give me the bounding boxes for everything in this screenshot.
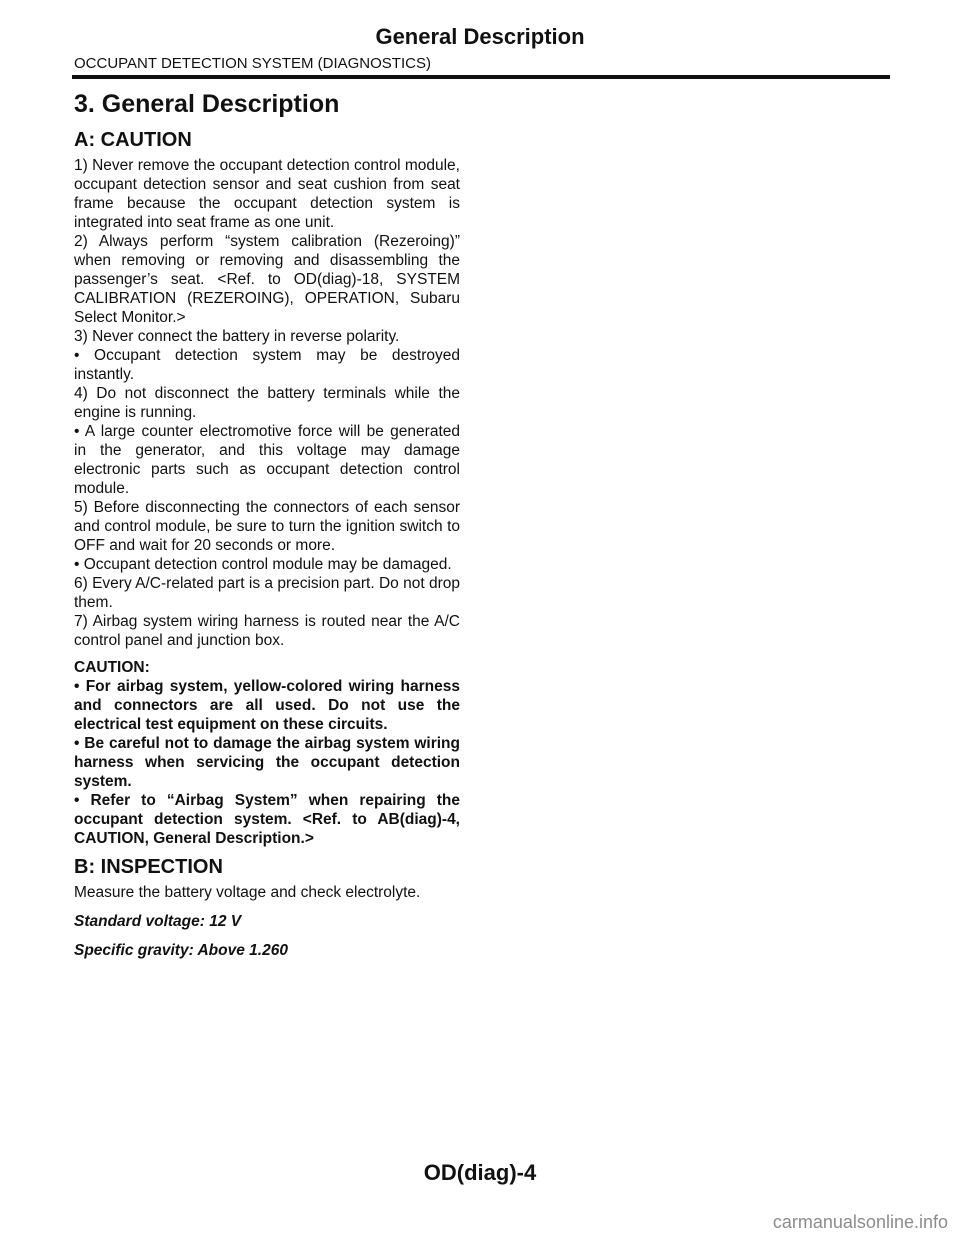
caution-item-3-note: • Occupant detection system may be destroyed instantly. [74, 347, 460, 383]
standard-voltage: Standard voltage: 12 V [74, 913, 242, 930]
caution-item-5-note: • Occupant detection control module may be damaged. [74, 556, 452, 573]
specific-gravity: Specific gravity: Above 1.260 [74, 942, 288, 959]
caution-item-6: 6) Every A/C-related part is a precision part. Do not drop them. [74, 575, 460, 611]
caution-label: CAUTION: [74, 659, 150, 676]
inspection-heading: B: INSPECTION [74, 856, 223, 878]
page-number: OD(diag)-4 [423, 1160, 537, 1185]
page-header-subtitle: OCCUPANT DETECTION SYSTEM (DIAGNOSTICS) [74, 55, 431, 72]
content-column [74, 84, 460, 960]
caution-item-4: 4) Do not disconnect the battery terminals while the engine is running. [74, 385, 460, 421]
caution-item-5: 5) Before disconnecting the connectors of each sensor and control module, be sure to turn the ignition switch to OFF and wait for 20 seconds or more. [74, 499, 460, 554]
caution-item-7: 7) Airbag system wiring harness is routed near the A/C control panel and junction box. [74, 613, 460, 649]
caution-item-4-note: • A large counter electromotive force will be generated in the generator, and this voltage may damage electronic parts such as occupant detection control module. [74, 423, 460, 497]
caution-item-3: 3) Never connect the battery in reverse polarity. [74, 328, 400, 345]
caution-item-1: 1) Never remove the occupant detection control module, occupant detection sensor and seat cushion from seat frame because the occupant detection system is integrated into seat frame as one unit. [74, 157, 460, 231]
caution-bullet-1: • For airbag system, yellow-colored wiring harness and connectors are all used. Do not use the electrical test equipment on these circuits. [74, 678, 460, 733]
caution-bullet-3: • Refer to “Airbag System” when repairing the occupant detection system. <Ref. to AB(diag)-4, CAUTION, General Description.> [74, 792, 460, 847]
caution-heading: A: CAUTION [74, 129, 192, 151]
header-divider [72, 75, 890, 79]
caution-bullet-2: • Be careful not to damage the airbag system wiring harness when servicing the occupant detection system. [74, 735, 460, 790]
section-title: 3. General Description [74, 90, 340, 118]
page-header-title: General Description [375, 24, 585, 49]
caution-item-2: 2) Always perform “system calibration (Rezeroing)” when removing or removing and disassembling the passenger’s seat. <Ref. to OD(diag)-18, SYSTEM CALIBRATION (REZEROING), OPERATION, Subaru Select Monitor.> [74, 233, 460, 326]
watermark-text: carmanualsonline.info [772, 1212, 948, 1232]
inspection-text: Measure the battery voltage and check electrolyte. [74, 884, 421, 901]
